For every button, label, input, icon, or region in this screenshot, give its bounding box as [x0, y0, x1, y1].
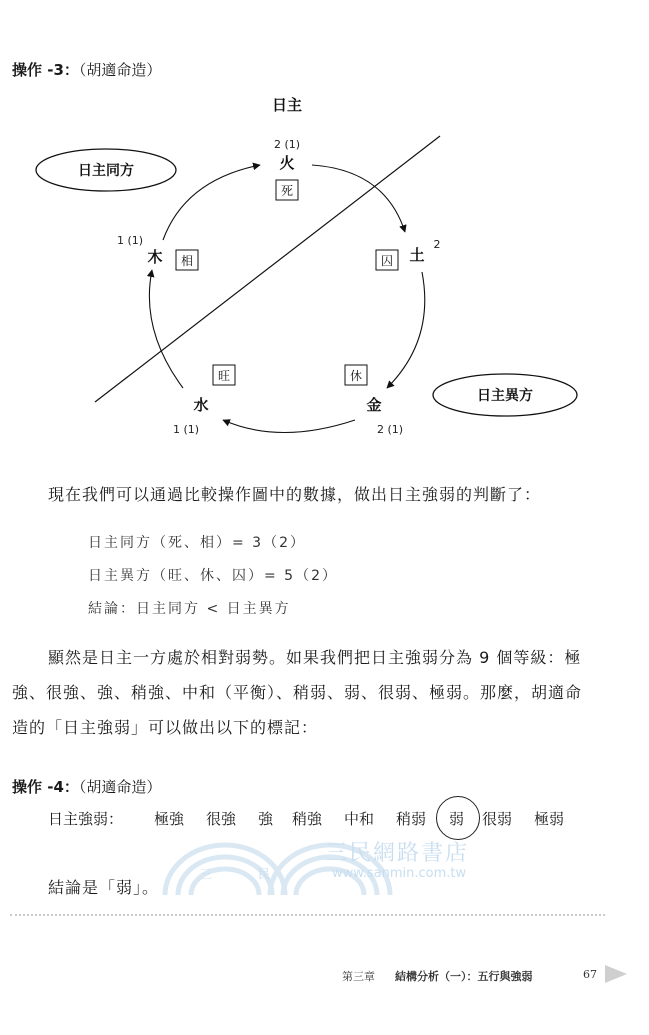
- wood-count: 1 (1): [116, 234, 144, 247]
- water-state: 旺: [217, 369, 231, 383]
- grade-weak-selected: 弱: [449, 810, 465, 828]
- watermark-arc-left: 三: [200, 867, 213, 881]
- diff-side-label: 日主異方: [477, 388, 533, 404]
- watermark-url: www.sanmin.com.tw: [332, 866, 467, 881]
- grade-very-weak: 很弱: [482, 810, 513, 828]
- watermark-arc-right: 民: [258, 867, 271, 881]
- grade-very-strong-extreme: 極強: [154, 810, 185, 828]
- formula-conclusion: 結論：日主同方 < 日主異方: [88, 601, 291, 617]
- metal-count: 2 (1): [376, 423, 404, 436]
- footer-title: 結構分析（一）：五行與強弱: [395, 970, 533, 983]
- arrow-wood-to-fire: [163, 165, 260, 240]
- water-element: 水: [193, 396, 209, 414]
- metal-state: 休: [349, 369, 363, 383]
- diagram-title: 日主: [271, 96, 303, 114]
- arrow-earth-to-metal: [387, 272, 425, 388]
- fire-count: 2 (1): [273, 138, 301, 151]
- metal-element: 金: [366, 396, 382, 414]
- formula-same-side: 日主同方（死、相）= 3（2）: [88, 535, 306, 551]
- wood-element: 木: [147, 248, 163, 266]
- water-count: 1 (1): [172, 423, 200, 436]
- arrow-metal-to-water: [223, 420, 355, 433]
- fire-element: 火: [279, 154, 295, 172]
- formula-diff-side: 日主異方（旺、休、囚）= 5（2）: [88, 568, 338, 584]
- five-elements-diagram: [0, 0, 649, 450]
- grade-balanced: 中和: [344, 810, 375, 828]
- sanmin-watermark: [160, 840, 520, 904]
- operation-3-label: 操作 -3：: [12, 61, 79, 79]
- operation-4-subtitle: （胡適命造）: [78, 778, 162, 796]
- arrow-water-to-wood: [149, 270, 183, 388]
- grade-strong: 強: [258, 810, 274, 828]
- grade-extremely-weak: 極弱: [534, 810, 565, 828]
- next-page-triangle-icon: [605, 965, 627, 983]
- operation-4-heading: [12, 776, 161, 797]
- paragraph-comparison-intro: 現在我們可以通過比較操作圖中的數據，做出日主強弱的判斷了：: [48, 485, 542, 504]
- strength-label: 日主強弱：: [48, 810, 124, 828]
- earth-element: 土: [409, 246, 425, 264]
- grade-slightly-weak: 稍弱: [396, 810, 427, 828]
- dotted-separator: [10, 914, 605, 916]
- operation-3-subtitle: （胡適命造）: [78, 61, 162, 79]
- paragraph-line-2: 強、很強、強、稍強、中和（平衡）、稍弱、弱、很弱、極弱。那麼，胡適命: [12, 683, 583, 702]
- conclusion-text: 結論是「弱」。: [48, 878, 160, 897]
- grade-slightly-strong: 稍強: [292, 810, 323, 828]
- grade-very-strong: 很強: [206, 810, 237, 828]
- paragraph-line-1: 顯然是日主一方處於相對弱勢。如果我們把日主強弱分為 9 個等級：極: [48, 648, 582, 667]
- footer-chapter: 第三章: [342, 970, 375, 983]
- page-number: 67: [583, 968, 597, 981]
- earth-count: 2: [433, 238, 441, 251]
- fire-state: 死: [280, 184, 294, 198]
- wood-state: 相: [180, 254, 194, 268]
- earth-state: 囚: [380, 254, 394, 268]
- paragraph-line-3: 造的「日主強弱」可以做出以下的標記：: [12, 718, 319, 737]
- watermark-brand: 三民網路書店: [325, 841, 470, 866]
- same-side-label: 日主同方: [78, 163, 134, 179]
- operation-4-label: 操作 -4：: [12, 778, 79, 796]
